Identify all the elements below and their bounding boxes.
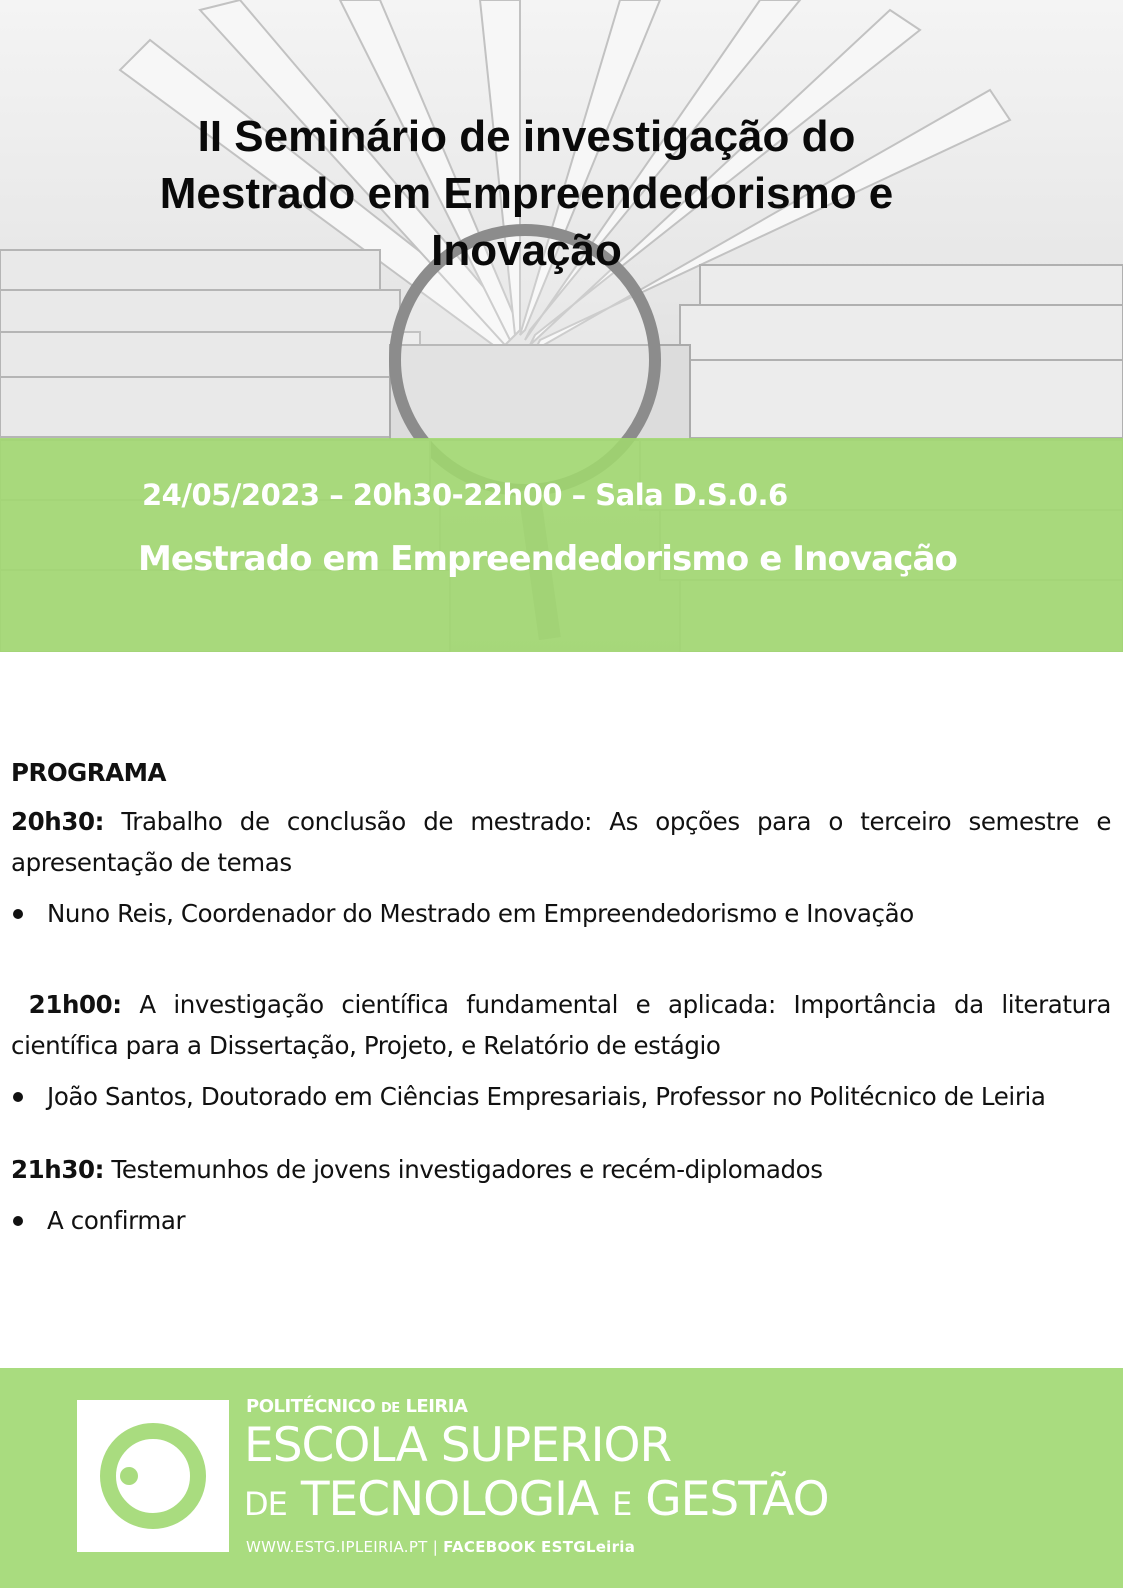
hero-banner xyxy=(0,0,1123,652)
speaker-text: A confirmar xyxy=(47,1206,186,1235)
session-text xyxy=(11,801,1111,883)
school-name-part: E xyxy=(612,1485,632,1523)
program-session xyxy=(11,801,1111,934)
speaker-text: João Santos, Doutorado em Ciências Empresariais, Professor no Politécnico de Leiria xyxy=(47,1082,1046,1111)
session-text xyxy=(11,984,1111,1066)
list-item xyxy=(11,893,1111,934)
session-time: 21h00: xyxy=(28,990,122,1019)
page-title: II Seminário de investigação do Mestrado em Empreendedorismo e Inovação xyxy=(159,112,894,275)
program-session xyxy=(11,984,1111,1117)
website-link[interactable]: WWW.ESTG.IPLEIRIA.PT xyxy=(246,1538,428,1556)
list-item xyxy=(11,1200,1111,1241)
session-description: Trabalho de conclusão de mestrado: As opções para o terceiro semestre e apresentação de temas xyxy=(11,807,1111,877)
speaker-text: Nuno Reis, Coordenador do Mestrado em Empreendedorismo e Inovação xyxy=(47,899,914,928)
program-heading: PROGRAMA xyxy=(11,758,166,787)
school-name-line1: ESCOLA SUPERIOR xyxy=(244,1418,672,1473)
estg-eye-logo xyxy=(77,1400,229,1552)
list-item xyxy=(11,1076,1111,1117)
session-time: 21h30: xyxy=(11,1155,105,1184)
bullet-icon xyxy=(13,1092,23,1102)
session-time: 20h30: xyxy=(11,807,105,836)
school-name-part: DE xyxy=(244,1485,287,1523)
bullet-icon xyxy=(13,1216,23,1226)
footer-links xyxy=(246,1538,635,1556)
school-name-part: GESTÃO xyxy=(645,1472,829,1527)
event-date-time-room: 24/05/2023 – 20h30-22h00 – Sala D.S.0.6 xyxy=(142,478,788,512)
session-description: A investigação científica fundamental e aplicada: Importância da literatura científica para a Dissertação, Projeto, e Relatório de estágio xyxy=(11,990,1111,1060)
session-description: Testemunhos de jovens investigadores e recém-diplomados xyxy=(111,1155,823,1184)
separator: | xyxy=(432,1538,439,1556)
event-subtitle: Mestrado em Empreendedorismo e Inovação xyxy=(138,539,957,579)
school-name-part: TECNOLOGIA xyxy=(300,1472,599,1527)
bullet-icon xyxy=(13,909,23,919)
program-section xyxy=(11,752,1111,1241)
facebook-link[interactable]: FACEBOOK ESTGLeiria xyxy=(443,1538,636,1556)
program-session xyxy=(11,1149,1111,1241)
school-name-line2 xyxy=(244,1472,829,1527)
footer xyxy=(0,1368,1123,1588)
institution-name xyxy=(246,1396,467,1417)
institution-name-part: POLITÉCNICO xyxy=(246,1396,376,1417)
institution-name-part: LEIRIA xyxy=(405,1396,468,1417)
institution-name-part: DE xyxy=(381,1401,400,1416)
session-text xyxy=(11,1149,1111,1190)
